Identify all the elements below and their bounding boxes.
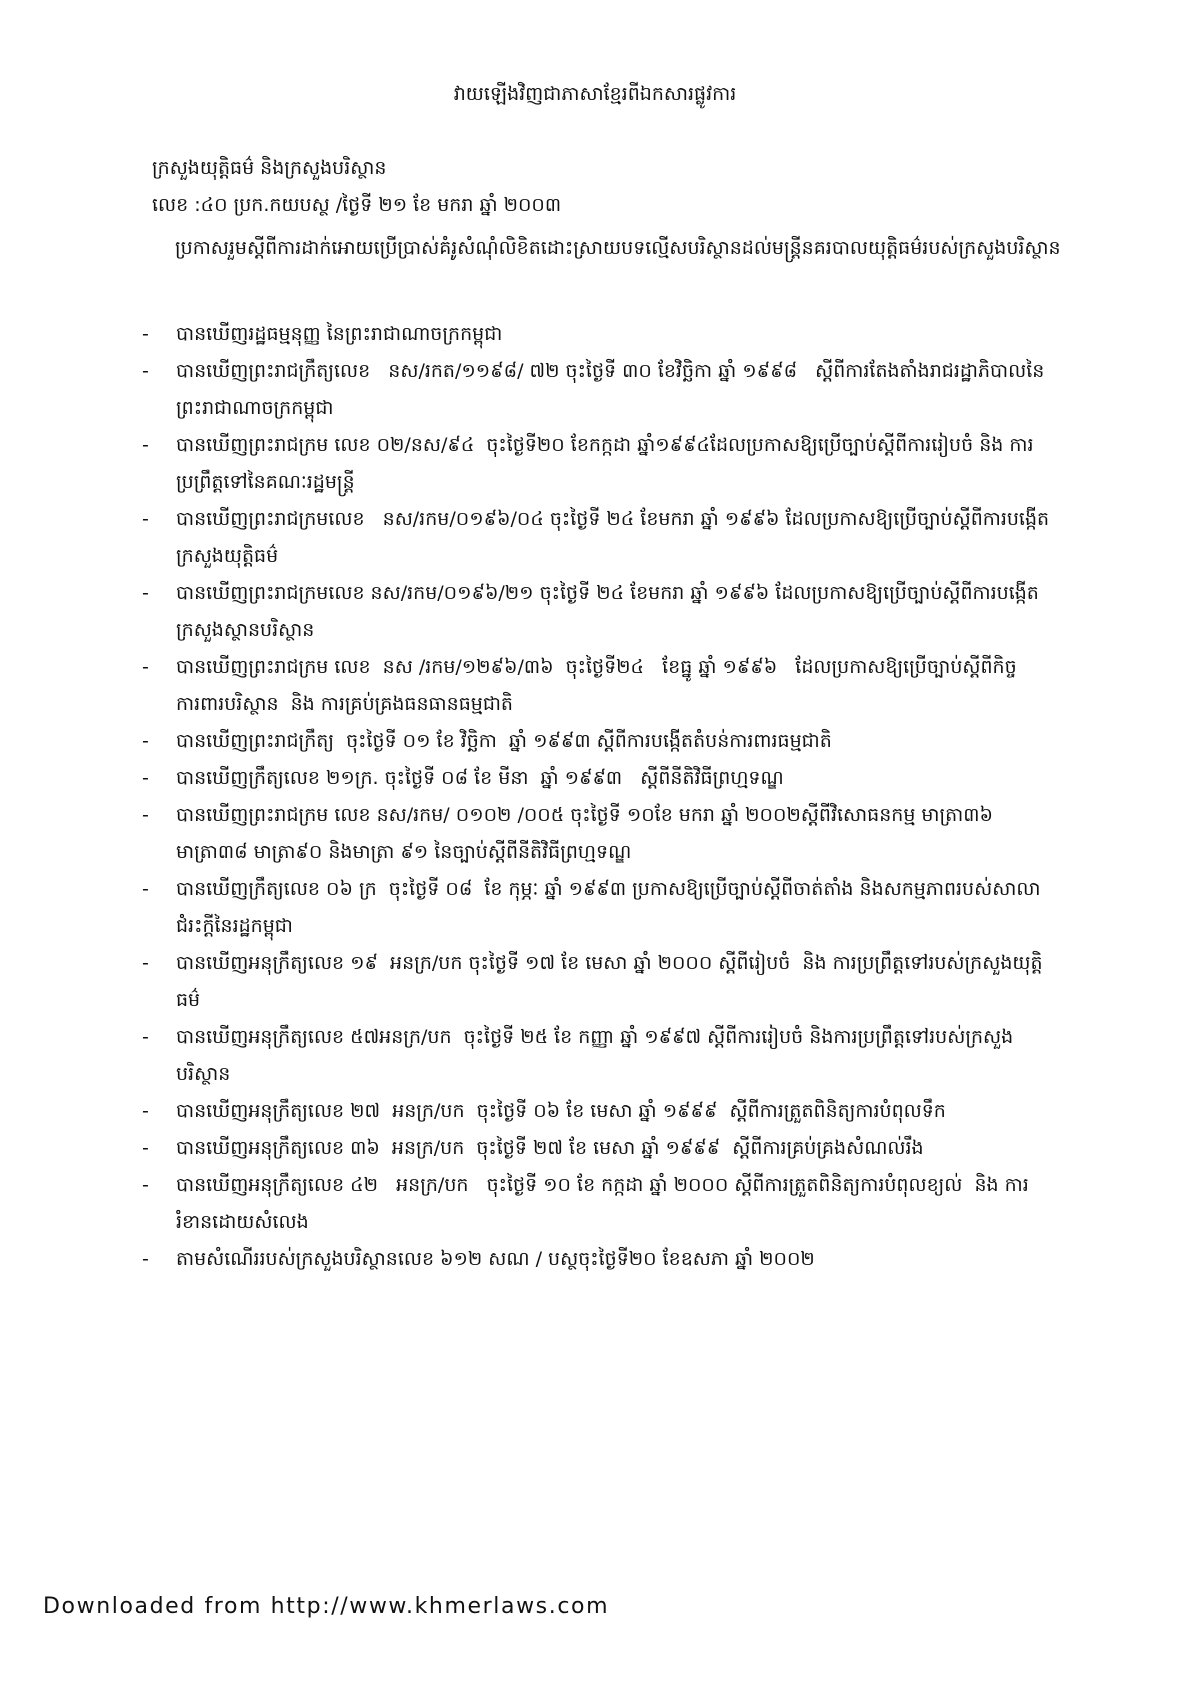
consideration-text: បានឃើញរដ្ឋធម្មនុញ្ញ នៃព្រះរាជាណាចក្រកម្ពុជា bbox=[176, 323, 503, 345]
consideration-item bbox=[142, 1093, 1052, 1130]
consideration-text: បានឃើញព្រះរាជក្រម លេខ នស/រកម/ ០១០២ /០០៥ ចុះថ្ងៃទី ១០ខែ មករា ឆ្នាំ ២០០២ស្តីពីវិសោធនកម្ម មាត្រា៣៦ មាត្រា៣៨ មាត្រា៩០ និងមាត្រា ៩១ នៃច្បាប់ស្តីពីនីតិវិធីព្រហ្មទណ្ឌ bbox=[176, 804, 1000, 863]
bullet-dash: - bbox=[142, 582, 149, 604]
consideration-item bbox=[142, 1019, 1052, 1093]
bullet-dash: - bbox=[142, 1174, 149, 1196]
consideration-text: បានឃើញព្រះរាជក្រមលេខ នស/រកម/០១៩៦/២១ ចុះថ្ងៃទី ២៤ ខែមករា ឆ្នាំ ១៩៩៦ ដែលប្រកាសឱ្យប្រើច្បាប់ស្តីពីការបង្កើតក្រសួងស្ថានបរិស្ថាន bbox=[176, 582, 1039, 641]
considerations-list bbox=[142, 316, 1052, 1278]
bullet-dash: - bbox=[142, 656, 149, 678]
consideration-item bbox=[142, 760, 1052, 797]
bullet-dash: - bbox=[142, 360, 149, 382]
bullet-dash: - bbox=[142, 952, 149, 974]
consideration-item bbox=[142, 427, 1052, 501]
consideration-text: បានឃើញអនុក្រឹត្យលេខ ២៧ អនក្រ/បក ចុះថ្ងៃទី ០៦ ខែ មេសា ឆ្នាំ ១៩៩៩ ស្តីពីការត្រួតពិនិត្យការបំពុលទឹក bbox=[176, 1100, 946, 1122]
consideration-item bbox=[142, 723, 1052, 760]
bullet-dash: - bbox=[142, 767, 149, 789]
consideration-text: បានឃើញអនុក្រឹត្យលេខ ៥៧អនក្រ/បក ចុះថ្ងៃទី ២៥ ខែ កញ្ញា ឆ្នាំ ១៩៩៧ ស្តីពីការរៀបចំ និងការប្រព្រឹត្តទៅរបស់ក្រសួងបរិស្ថាន bbox=[176, 1026, 1014, 1085]
document-top-title: វាយឡើងវិញជាភាសាខ្មែរពីឯកសារផ្លូវការ bbox=[453, 83, 737, 105]
consideration-item bbox=[142, 871, 1052, 945]
consideration-text: បានឃើញព្រះរាជក្រម លេខ ០២/នស/៩៤ ចុះថ្ងៃទី២០ ខែកក្កដា ឆ្នាំ១៩៩៤ដែលប្រកាសឱ្យប្រើច្បាប់ស្តីពីការរៀបចំ និង ការប្រព្រឹត្តទៅនៃគណៈរដ្ឋមន្ត្រី bbox=[176, 434, 1034, 493]
document-subject: ប្រកាសរួមស្តីពីការដាក់អោយប្រើប្រាស់គំរូសំណុំលិខិតដោះស្រាយបទល្មើសបរិស្ថានដល់មន្ត្រីនគរបាលយុត្តិធម៌របស់ក្រសួងបរិស្ថាន bbox=[175, 237, 1061, 259]
consideration-text: បានឃើញព្រះរាជក្រឹត្យ ចុះថ្ងៃទី ០១ ខែ វិច្ឆិកា ឆ្នាំ ១៩៩៣ ស្តីពីការបង្កើតតំបន់ការពារធម្មជាតិ bbox=[176, 730, 832, 752]
consideration-text: បានឃើញក្រឹត្យលេខ ០៦ ក្រ ចុះថ្ងៃទី ០៨ ខែ កុម្ភៈ ឆ្នាំ ១៩៩៣ ប្រកាសឱ្យប្រើច្បាប់ស្តីពីចាត់តាំង និងសកម្មភាពរបស់សាលាជំរះក្តីនៃរដ្ឋកម្ពុជា bbox=[176, 878, 1041, 937]
bullet-dash: - bbox=[142, 508, 149, 530]
bullet-dash: - bbox=[142, 878, 149, 900]
consideration-item bbox=[142, 316, 1052, 353]
bullet-dash: - bbox=[142, 730, 149, 752]
consideration-text: បានឃើញព្រះរាជក្រម លេខ នស /រកម/១២៩៦/៣៦ ចុះថ្ងៃទី២៤ ខែធ្នូ ឆ្នាំ ១៩៩៦ ដែលប្រកាសឱ្យប្រើច្បាប់ស្តីពីកិច្ចការពារបរិស្ថាន និង ការគ្រប់គ្រងធនធានធម្មជាតិ bbox=[176, 656, 1017, 715]
consideration-item bbox=[142, 575, 1052, 649]
consideration-text: បានឃើញព្រះរាជក្រឹត្យលេខ នស/រកត/១១៩៨/ ៧២ ចុះថ្ងៃទី ៣០ ខែវិច្ឆិកា ឆ្នាំ ១៩៩៨ ស្តីពីការតែងតាំងរាជរដ្ឋាភិបាលនៃព្រះរាជាណាចក្រកម្ពុជា bbox=[176, 360, 1045, 419]
consideration-item bbox=[142, 1130, 1052, 1167]
bullet-dash: - bbox=[142, 1137, 149, 1159]
bullet-dash: - bbox=[142, 1026, 149, 1048]
consideration-text: បានឃើញអនុក្រឹត្យលេខ ៤២ អនក្រ/បក ចុះថ្ងៃទី ១០ ខែ កក្កដា ឆ្នាំ ២០០០ ស្តីពីការត្រួតពិនិត្យការបំពុលខ្យល់ និង ការរំខានដោយសំលេង bbox=[176, 1174, 1029, 1233]
bullet-dash: - bbox=[142, 323, 149, 345]
consideration-item bbox=[142, 797, 1052, 871]
document-number-date: លេខ :៤០ ប្រក.កយបស្ថ /ថ្ងៃទី ២១ ខែ មករា ឆ្នាំ ២០០៣ bbox=[152, 194, 562, 216]
consideration-text: បានឃើញព្រះរាជក្រមលេខ នស/រកម/០១៩៦/០៤ ចុះថ្ងៃទី ២៤ ខែមករា ឆ្នាំ ១៩៩៦ ដែលប្រកាសឱ្យប្រើច្បាប់ស្តីពីការបង្កើតក្រសួងយុត្តិធម៌ bbox=[176, 508, 1050, 567]
consideration-item bbox=[142, 353, 1052, 427]
consideration-item bbox=[142, 649, 1052, 723]
download-source-footer: Downloaded from http://www.khmerlaws.com bbox=[43, 1594, 610, 1619]
bullet-dash: - bbox=[142, 434, 149, 456]
bullet-dash: - bbox=[142, 1100, 149, 1122]
consideration-text: បានឃើញអនុក្រឹត្យលេខ ១៩ អនក្រ/បក ចុះថ្ងៃទី ១៧ ខែ មេសា ឆ្នាំ ២០០០ ស្តីពីរៀបចំ និង ការប្រព្រឹត្តទៅរបស់ក្រសួងយុត្តិធម៌ bbox=[176, 952, 1043, 1011]
consideration-item bbox=[142, 501, 1052, 575]
consideration-text: តាមសំណើររបស់ក្រសួងបរិស្ថានលេខ ៦១២ សណ / បស្ថចុះថ្ងៃទី២០ ខែឧសភា ឆ្នាំ ២០០២ bbox=[176, 1248, 815, 1270]
bullet-dash: - bbox=[142, 1248, 149, 1270]
consideration-item bbox=[142, 1167, 1052, 1241]
bullet-dash: - bbox=[142, 804, 149, 826]
consideration-item bbox=[142, 1241, 1052, 1278]
ministries-line: ក្រសួងយុត្តិធម៌ និងក្រសួងបរិស្ថាន bbox=[152, 157, 387, 179]
consideration-text: បានឃើញអនុក្រឹត្យលេខ ៣៦ អនក្រ/បក ចុះថ្ងៃទី ២៧ ខែ មេសា ឆ្នាំ ១៩៩៩ ស្តីពីការគ្រប់គ្រងសំណល់រឹង bbox=[176, 1137, 924, 1159]
consideration-text: បានឃើញក្រឹត្យលេខ ២១ក្រ. ចុះថ្ងៃទី ០៨ ខែ មីនា ឆ្នាំ ១៩៩៣ ស្តីពីនីតិវិធីព្រហ្មទណ្ឌ bbox=[176, 767, 784, 789]
consideration-item bbox=[142, 945, 1052, 1019]
